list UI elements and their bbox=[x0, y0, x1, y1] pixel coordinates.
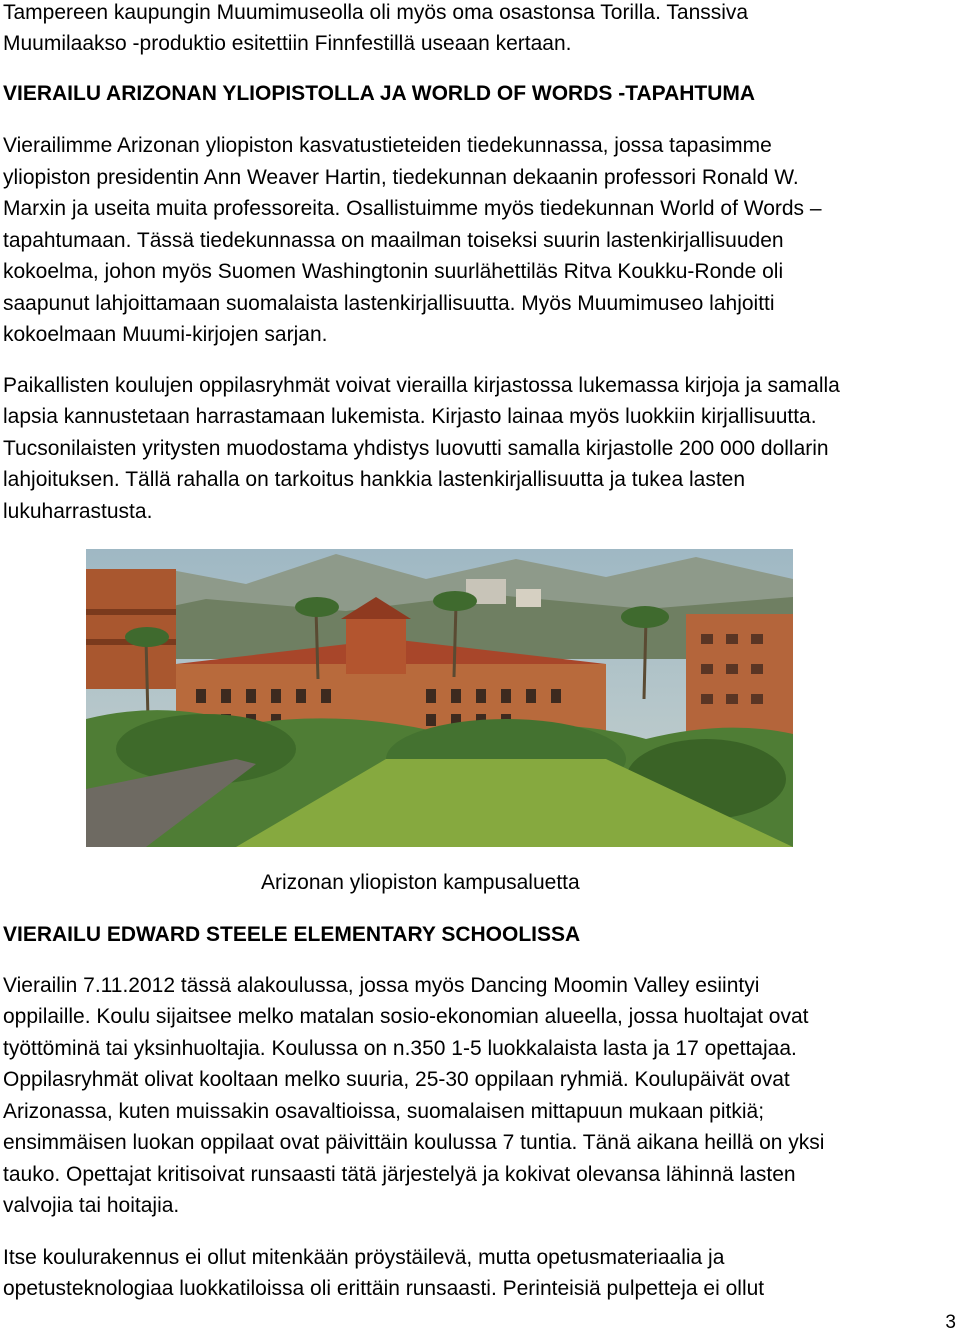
paragraph-line: yliopiston presidentin Ann Weaver Hartin, tiedekunnan dekaanin professori Ronald W. bbox=[3, 166, 799, 189]
paragraph-line: opetusteknologiaa luokkatiloissa oli erittäin runsaasti. Perinteisiä pulpetteja ei ollut bbox=[3, 1277, 765, 1300]
paragraph-line: Tucsonilaisten yritysten muodostama yhdistys luovutti samalla kirjastolle 200 000 dollarin bbox=[3, 437, 829, 460]
campus-photo bbox=[86, 549, 793, 847]
paragraph-line: kokoelma, johon myös Suomen Washingtonin suurlähettiläs Ritva Koukku-Ronde oli bbox=[3, 260, 784, 283]
section-heading-arizona: VIERAILU ARIZONAN YLIOPISTOLLA JA WORLD OF WORDS -TAPAHTUMA bbox=[3, 82, 756, 105]
figure-caption: Arizonan yliopiston kampusaluetta bbox=[261, 871, 580, 894]
section-heading-edward-steele: VIERAILU EDWARD STEELE ELEMENTARY SCHOOLISSA bbox=[3, 923, 581, 946]
paragraph-line: saapunut lahjoittamaan suomalaista lastenkirjallisuutta. Myös Muumimuseo lahjoitti bbox=[3, 292, 775, 315]
paragraph-line: kokoelmaan Muumi-kirjojen sarjan. bbox=[3, 323, 328, 346]
paragraph-line: Marxin ja useita muita professoreita. Osallistuimme myös tiedekunnan World of Words – bbox=[3, 197, 822, 220]
paragraph-line: Itse koulurakennus ei ollut mitenkään pröystäilevä, mutta opetusmateriaalia ja bbox=[3, 1246, 725, 1269]
paragraph-line: Vierailimme Arizonan yliopiston kasvatustieteiden tiedekunnassa, jossa tapasimme bbox=[3, 134, 772, 157]
paragraph-line: lukuharrastusta. bbox=[3, 500, 153, 523]
paragraph-line: valvojia tai hoitajia. bbox=[3, 1194, 180, 1217]
intro-line-2: Muumilaakso -produktio esitettiin Finnfestillä useaan kertaan. bbox=[3, 32, 572, 55]
paragraph-line: lapsia kannustetaan harrastamaan lukemista. Kirjasto lainaa myös luokkiin kirjallisuutta. bbox=[3, 405, 817, 428]
page-number: 3 bbox=[945, 1312, 956, 1333]
paragraph-line: Vierailin 7.11.2012 tässä alakoulussa, jossa myös Dancing Moomin Valley esiintyi bbox=[3, 974, 760, 997]
intro-line-1: Tampereen kaupungin Muumimuseolla oli myös oma osastonsa Torilla. Tanssiva bbox=[3, 1, 749, 24]
paragraph-line: työttöminä tai yksinhuoltajia. Koulussa on n.350 1-5 luokkalaista lasta ja 17 opettajaa. bbox=[3, 1037, 797, 1060]
paragraph-line: oppilaille. Koulu sijaitsee melko matalan sosio-ekonomian alueella, jossa huoltajat ovat bbox=[3, 1005, 809, 1028]
paragraph-line: tauko. Opettajat kritisoivat runsaasti tätä järjestelyä ja kokivat olevansa lähinnä lasten bbox=[3, 1163, 796, 1186]
paragraph-line: Oppilasryhmät olivat kooltaan melko suuria, 25-30 oppilaan ryhmiä. Koulupäivät ovat bbox=[3, 1068, 790, 1091]
paragraph-line: lahjoituksen. Tällä rahalla on tarkoitus hankkia lastenkirjallisuutta ja tukea lasten bbox=[3, 468, 746, 491]
paragraph-line: Arizonassa, kuten muissakin osavaltioissa, suomalaisen mittapuun mukaan pitkiä; bbox=[3, 1100, 765, 1123]
paragraph-line: ensimmäisen luokan oppilaat ovat päivittäin koulussa 7 tuntia. Tänä aikana heillä on yksi bbox=[3, 1131, 825, 1154]
paragraph-line: Paikallisten koulujen oppilasryhmät voivat vierailla kirjastossa lukemassa kirjoja ja samalla bbox=[3, 374, 840, 397]
paragraph-line: tapahtumaan. Tässä tiedekunnassa on maailman toiseksi suurin lastenkirjallisuuden bbox=[3, 229, 784, 252]
